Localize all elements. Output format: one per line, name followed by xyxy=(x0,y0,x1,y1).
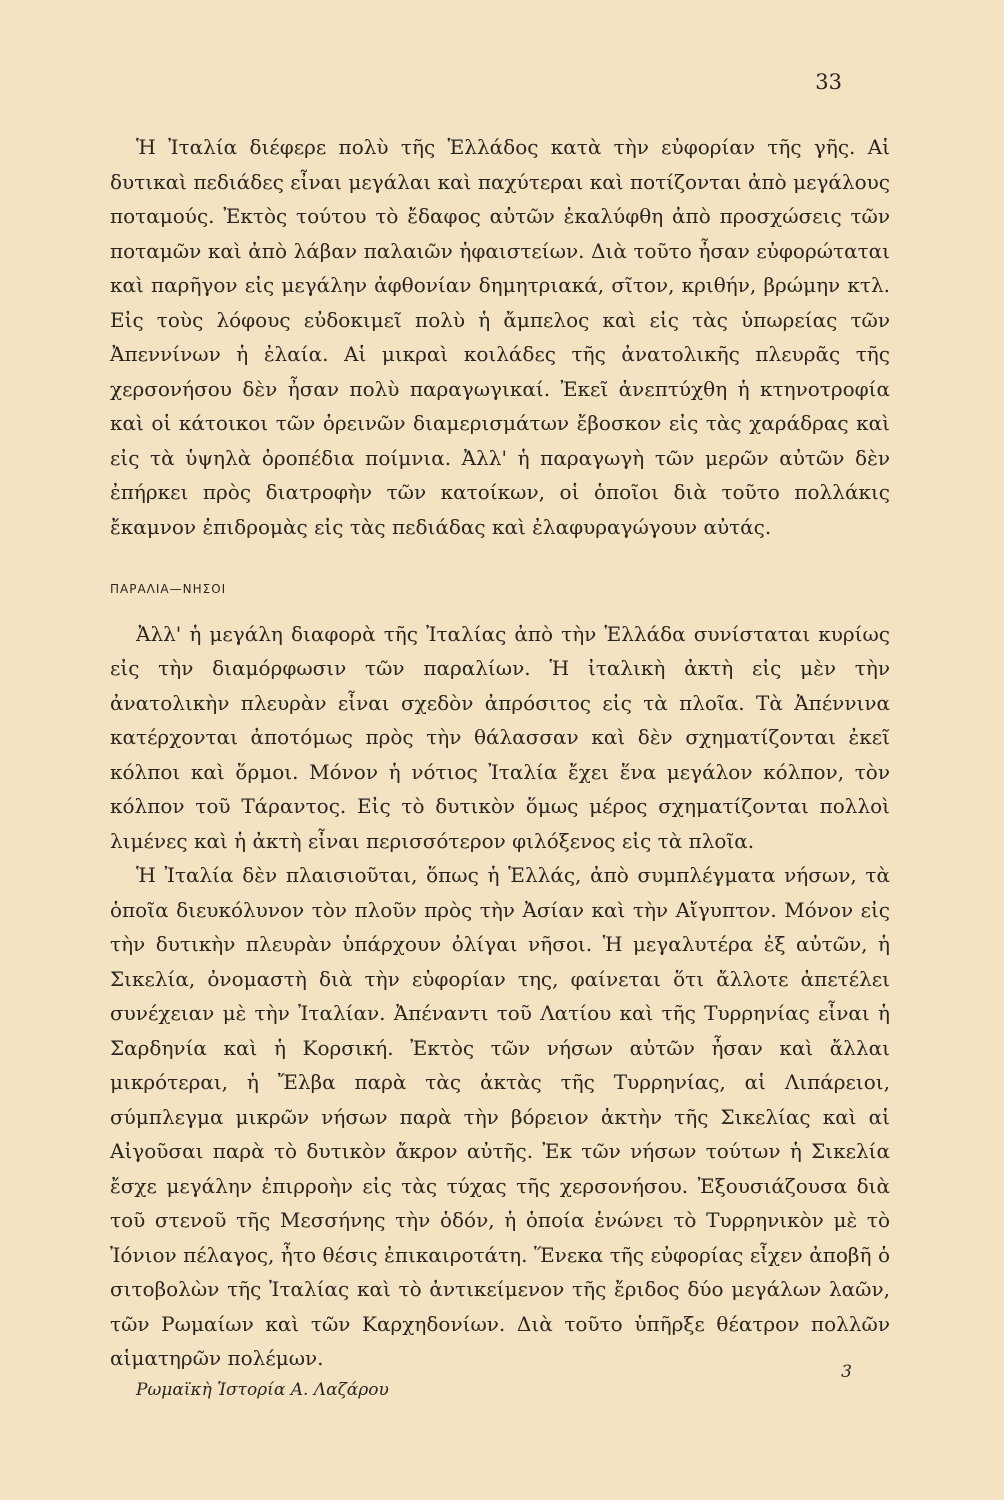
book-signature: Ρωμαϊκὴ Ἱστορία Α. Λαζάρου xyxy=(136,1380,389,1400)
paragraph: Ἀλλ' ἡ μεγάλη διαφορὰ τῆς Ἰταλίας ἀπὸ τὴν Ἑλλάδα συνίσταται κυρίως εἰς τὴν διαμόρφωσιν τῶν παραλίων. Ἡ ἰταλικὴ ἀκτὴ εἰς μὲν τὴν ἀνατολικὴν πλευρὰν εἶναι σχεδὸν ἀπρόσιτος εἰς τὰ πλοῖα. Τὰ Ἀπέννινα κατέρχονται ἀποτόμως πρὸς τὴν θάλασσαν καὶ δὲν σχηματίζονται ἐκεῖ κόλποι καὶ ὅρμοι. Μόνον ἡ νότιος Ἰταλία ἔχει ἕνα μεγάλον κόλπον, τὸν κόλπον τοῦ Τάραντος. Εἰς τὸ δυτικὸν ὅμως μέρος σχηματίζονται πολλοὶ λιμένες καὶ ἡ ἀκτὴ εἶναι περισσότερον φιλόξενος εἰς τὰ πλοῖα. xyxy=(110,621,890,853)
page-text xyxy=(110,130,890,1376)
page-number: 33 xyxy=(815,70,842,94)
paragraph: Ἡ Ἰταλία διέφερε πολὺ τῆς Ἑλλάδος κατὰ τὴν εὐφορίαν τῆς γῆς. Αἱ δυτικαὶ πεδιάδες εἶναι μεγάλαι καὶ παχύτεραι καὶ ποτίζονται ἀπὸ μεγάλους ποταμούς. Ἐκτὸς τούτου τὸ ἔδαφος αὐτῶν ἐκαλύφθη ἀπὸ προσχώσεις τῶν ποταμῶν καὶ ἀπὸ λάβαν παλαιῶν ἡφαιστείων. Διὰ τοῦτο ἦσαν εὐφορώταται καὶ παρῆγον εἰς μεγάλην ἀφθονίαν δημητριακά, σῖτον, κριθήν, βρώμην κτλ. Εἰς τοὺς λόφους εὐδοκιμεῖ πολὺ ἡ ἄμπελος καὶ εἰς τὰς ὑπωρείας τῶν Ἀπεννίνων ἡ ἐλαία. Αἱ μικραὶ κοιλάδες τῆς ἀνατολικῆς πλευρᾶς τῆς χερσονήσου δὲν ἦσαν πολὺ παραγωγικαί. Ἐκεῖ ἀνεπτύχθη ἡ κτηνοτροφία καὶ οἱ κάτοικοι τῶν ὀρεινῶν διαμερισμάτων ἔβοσκον εἰς τὰς χαράδρας καὶ εἰς τὰ ὑψηλὰ ὀροπέδια ποίμνια. Ἀλλ' ἡ παραγωγὴ τῶν μερῶν αὐτῶν δὲν ἐπήρκει πρὸς διατροφὴν τῶν κατοίκων, οἱ ὁποῖοι διὰ τοῦτο πολλάκις ἔκαμνον ἐπιδρομὰς εἰς τὰς πεδιάδας καὶ ἐλαφυραγώγουν αὐτάς. xyxy=(110,135,890,539)
paragraph: Ἡ Ἰταλία δὲν πλαισιοῦται, ὅπως ἡ Ἑλλάς, ἀπὸ συμπλέγματα νήσων, τὰ ὁποῖα διευκόλυνον τὸν πλοῦν πρὸς τὴν Ἀσίαν καὶ τὴν Αἴγυπτον. Μόνον εἰς τὴν δυτικὴν πλευρὰν ὑπάρχουν ὀλίγαι νῆσοι. Ἡ μεγαλυτέρα ἐξ αὐτῶν, ἡ Σικελία, ὀνομαστὴ διὰ τὴν εὐφορίαν της, φαίνεται ὅτι ἄλλοτε ἀπετέλει συνέχειαν μὲ τὴν Ἰταλίαν. Ἀπέναντι τοῦ Λατίου καὶ τῆς Τυρρηνίας εἶναι ἡ Σαρδηνία καὶ ἡ Κορσική. Ἐκτὸς τῶν νήσων αὐτῶν ἦσαν καὶ ἄλλαι μικρότεραι, ἡ Ἔλβα παρὰ τὰς ἀκτὰς τῆς Τυρρηνίας, αἱ Λιπάρειοι, σύμπλεγμα μικρῶν νήσων παρὰ τὴν βόρειον ἀκτὴν τῆς Σικελίας καὶ αἱ Αἰγοῦσαι παρὰ τὸ δυτικὸν ἄκρον αὐτῆς. Ἐκ τῶν νήσων τούτων ἡ Σικελία ἔσχε μεγάλην ἐπιρροὴν εἰς τὰς τύχας τῆς χερσονήσου. Ἐξουσιάζουσα διὰ τοῦ στενοῦ τῆς Μεσσήνης τὴν ὁδόν, ἡ ὁποία ἑνώνει τὸ Τυρρηνικὸν μὲ τὸ Ἰόνιον πέλαγος, ἦτο θέσις ἐπικαιροτάτη. Ἕνεκα τῆς εὐφορίας εἶχεν ἀποβῆ ὁ σιτοβολὼν τῆς Ἰταλίας καὶ τὸ ἀντικείμενον τῆς ἔριδος δύο μεγάλων λαῶν, τῶν Ρωμαίων καὶ τῶν Καρχηδονίων. Διὰ τοῦτο ὑπῆρξε θέατρον πολλῶν αἱματηρῶν πολέμων. xyxy=(110,863,890,1370)
section-heading: ΠΑΡΑΛΙΑ—ΝΗΣΟΙ xyxy=(110,582,227,596)
signature-number: 3 xyxy=(841,1362,852,1382)
